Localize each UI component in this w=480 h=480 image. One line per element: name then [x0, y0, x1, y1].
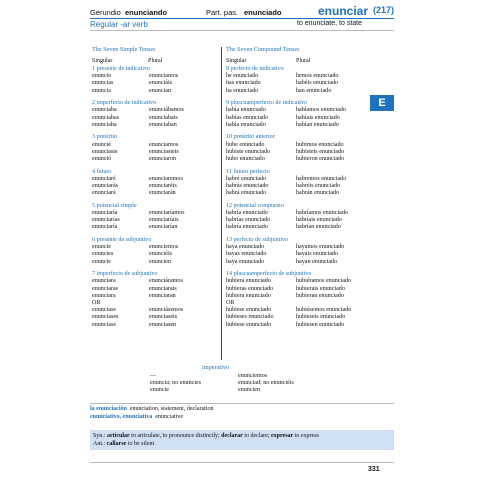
- singular-form: enunciase: [92, 307, 117, 314]
- singular-form: hube enunciado: [226, 141, 265, 148]
- syn-def-2: to declare;: [244, 433, 270, 439]
- imperativo-plural: enuncien: [238, 387, 260, 394]
- singular-form: enuncie: [92, 244, 111, 251]
- conjugation-row: [92, 322, 220, 329]
- plural-form: enunciaremos: [149, 175, 183, 182]
- tense-title: 3 pretérito: [92, 134, 118, 141]
- tense-block: [92, 134, 220, 163]
- ant-label: Ant.:: [93, 441, 106, 447]
- conjugation-row: [226, 88, 376, 95]
- singular-form: hubiera enunciado: [226, 278, 271, 285]
- singular-form: hubiese enunciado: [226, 307, 272, 314]
- plural-form: enunciaríamos: [149, 210, 185, 217]
- tense-title: 6 presente de subjuntivo: [92, 237, 152, 244]
- conjugation-row: [92, 300, 220, 307]
- part-pas-label: Part. pas.: [206, 8, 239, 17]
- plural-form: habíais enunciado: [296, 114, 340, 121]
- conjugation-row: [226, 176, 376, 183]
- singular-form: enunciará: [92, 190, 116, 197]
- plural-form: hubiésemos enunciado: [296, 307, 352, 314]
- tense-title: 11 futuro perfecto: [226, 168, 270, 175]
- conjugation-row: [92, 176, 220, 183]
- plural-form: enunciemos: [149, 244, 179, 251]
- plural-form: enunciaban: [149, 121, 177, 128]
- tense-block: [92, 169, 220, 198]
- header-row: [90, 4, 394, 18]
- singular-form: OR: [226, 300, 235, 307]
- simple-tenses-title: The Seven Simple Tenses: [92, 46, 156, 53]
- singular-form: enuncias: [92, 80, 114, 87]
- plural-form: habéis enunciado: [296, 80, 339, 87]
- plural-form: han enunciado: [296, 87, 332, 94]
- conjugation-row: [92, 115, 220, 122]
- related-term-2: enunciativo, enunciativa: [90, 414, 153, 420]
- plural-form: enunciarían: [149, 224, 178, 231]
- plural-form: hubieran enunciado: [296, 292, 344, 299]
- conjugation-row: [92, 142, 220, 149]
- verb-translation: to enunciate, to state: [297, 20, 362, 27]
- conjugation-row: [226, 251, 376, 258]
- singular-form: enunciara: [92, 278, 116, 285]
- compound-tenses-title: The Seven Compound Tenses: [226, 46, 300, 53]
- conjugation-row: [226, 149, 376, 156]
- plural-form: enunciabais: [149, 114, 178, 121]
- tense-title: 1 presente de indicativo: [92, 66, 151, 72]
- plural-form: enunciasteis: [149, 148, 179, 155]
- gerundio-label: Gerundio: [90, 8, 121, 17]
- syn-word-1: articular: [107, 433, 130, 439]
- singular-form: habría enunciado: [226, 210, 268, 217]
- compound-tenses-column: [226, 66, 376, 334]
- singular-form: enunciaría: [92, 210, 118, 217]
- imperativo-plural: enunciemos: [238, 373, 268, 379]
- plural-form: enunciamos: [149, 73, 179, 80]
- singular-form: enuncia: [92, 87, 111, 94]
- tense-block: [92, 66, 220, 95]
- singular-form: habías enunciado: [226, 114, 269, 121]
- plural-form: habríamos enunciado: [296, 210, 348, 217]
- compound-singular-label: Singular: [226, 58, 247, 64]
- singular-form: enunció: [92, 156, 112, 163]
- singular-form: habrás enunciado: [226, 183, 269, 190]
- tense-title: 13 perfecto de subjuntivo: [226, 237, 289, 244]
- plural-form: hubimos enunciado: [296, 141, 344, 148]
- tense-title: 2 imperfecto de indicativo: [92, 100, 157, 107]
- tense-title: 4 futuro: [92, 168, 112, 175]
- conjugation-row: [226, 244, 376, 251]
- imperativo-singular: —: [150, 373, 157, 379]
- singular-form: hubo enunciado: [226, 156, 265, 163]
- syn-def-3: to express: [294, 433, 319, 439]
- plural-form: enunciaran: [149, 292, 176, 299]
- singular-form: hayas enunciado: [226, 251, 267, 258]
- simple-plural-label: Plural: [148, 58, 163, 64]
- plural-form: habíamos enunciado: [296, 107, 346, 114]
- plural-form: enuncien: [149, 258, 171, 265]
- plural-form: hubisteis enunciado: [296, 148, 345, 155]
- conjugation-row: [226, 115, 376, 122]
- singular-form: ha enunciado: [226, 87, 259, 94]
- tense-title: 10 pretérito anterior: [226, 134, 275, 141]
- conjugation-row: [226, 142, 376, 149]
- imperativo-row: [150, 373, 350, 380]
- synonyms-box: [90, 430, 394, 450]
- tense-block: [92, 100, 220, 129]
- plural-form: enunciaseis: [149, 314, 178, 321]
- conjugation-row: [92, 73, 220, 80]
- singular-form: enunciarás: [92, 183, 119, 190]
- simple-tenses-column: [92, 66, 220, 334]
- plural-form: enunciásemos: [149, 307, 184, 314]
- syn-def-1: to articulate, to pronounce distinctly;: [131, 433, 220, 439]
- plural-form: hubierais enunciado: [296, 285, 345, 292]
- tense-block: [226, 66, 376, 95]
- plural-form: enunciéis: [149, 251, 173, 258]
- ant-def-1: to be silent: [127, 441, 155, 447]
- syn-word-2: declarar: [221, 433, 243, 439]
- plural-form: enuncian: [149, 87, 171, 94]
- conjugation-row: [92, 122, 220, 129]
- singular-form: habría enunciado: [226, 224, 268, 231]
- singular-form: habré enunciado: [226, 175, 267, 182]
- conjugation-row: [92, 307, 220, 314]
- conjugation-row: [226, 314, 376, 321]
- imperativo-row: [150, 387, 350, 394]
- conjugation-row: [226, 259, 376, 266]
- conjugation-row: [92, 286, 220, 293]
- singular-form: habrá enunciado: [226, 190, 267, 197]
- tense-block: [226, 134, 376, 163]
- conjugation-row: [92, 314, 220, 321]
- imperativo-plural: enunciad; no enunciéis: [238, 380, 294, 387]
- simple-singular-label: Singular: [92, 58, 113, 64]
- plural-form: habrán enunciado: [296, 190, 340, 197]
- gerundio-value: enunciando: [125, 8, 168, 17]
- related-def-2: enunciative: [155, 414, 183, 420]
- verb-type: Regular -ar verb: [90, 20, 148, 29]
- conjugation-row: [92, 107, 220, 114]
- tense-title: 5 potencial simple: [92, 202, 137, 209]
- singular-form: enunciabas: [92, 114, 120, 121]
- plural-form: enunciaréis: [149, 183, 177, 190]
- singular-form: había enunciado: [226, 107, 266, 114]
- singular-form: enunciaba: [92, 107, 117, 114]
- conjugation-row: [92, 88, 220, 95]
- plural-form: habían enunciado: [296, 121, 339, 128]
- conjugation-row: [226, 286, 376, 293]
- plural-form: habríais enunciado: [296, 217, 342, 224]
- conjugation-row: [92, 244, 220, 251]
- singular-form: habrías enunciado: [226, 217, 271, 224]
- plural-form: habréis enunciado: [296, 183, 341, 190]
- singular-form: hubieses enunciado: [226, 314, 274, 321]
- compound-plural-label: Plural: [296, 58, 311, 64]
- conjugation-row: [92, 259, 220, 266]
- plural-form: habrían enunciado: [296, 224, 341, 231]
- singular-form: OR: [92, 300, 101, 307]
- tense-block: [226, 203, 376, 232]
- conjugation-row: [226, 107, 376, 114]
- singular-form: enunciases: [92, 314, 119, 321]
- tense-block: [92, 271, 220, 329]
- header-divider: [90, 18, 394, 19]
- tense-block: [92, 203, 220, 232]
- conjugation-row: [226, 217, 376, 224]
- conjugation-row: [226, 300, 376, 307]
- singular-form: enunciaste: [92, 148, 118, 155]
- tense-block: [226, 271, 376, 329]
- singular-form: haya enunciado: [226, 258, 265, 265]
- singular-form: enunciaré: [92, 175, 116, 182]
- conjugation-row: [226, 224, 376, 231]
- plural-form: hubieseis enunciado: [296, 314, 346, 321]
- syn-label: Syn.:: [93, 433, 106, 439]
- tense-block: [92, 237, 220, 266]
- related-def-1: enunciation, statement, declaration: [129, 406, 214, 412]
- plural-form: enunciaron: [149, 156, 177, 163]
- part-pas-value: enunciado: [244, 8, 282, 17]
- imperativo-singular: enuncia; no enuncies: [150, 380, 202, 387]
- conjugation-row: [92, 149, 220, 156]
- conjugation-row: [92, 80, 220, 87]
- tense-block: [226, 100, 376, 129]
- plural-form: enunciábamos: [149, 107, 184, 114]
- singular-form: enuncie: [92, 258, 111, 265]
- verb-title: enunciar: [318, 4, 369, 18]
- singular-form: enuncio: [92, 73, 112, 80]
- conjugation-row: [226, 156, 376, 163]
- conjugation-row: [226, 278, 376, 285]
- plural-form: hayan enunciado: [296, 258, 338, 265]
- subheader-divider: [90, 30, 394, 31]
- syn-word-3: expresar: [270, 433, 294, 439]
- conjugation-row: [226, 73, 376, 80]
- conjugation-row: [92, 278, 220, 285]
- singular-form: enunciarías: [92, 217, 120, 224]
- related-divider: [90, 403, 394, 404]
- singular-form: enunciara: [92, 292, 116, 299]
- singular-form: enuncié: [92, 141, 111, 148]
- conjugation-row: [92, 217, 220, 224]
- conjugation-row: [226, 183, 376, 190]
- conjugation-row: [226, 190, 376, 197]
- singular-form: hubieras enunciado: [226, 285, 274, 292]
- tense-title: 9 pluscuamperfecto de indicativo: [226, 100, 308, 107]
- tense-title: 7 imperfecto de subjuntivo: [92, 271, 158, 278]
- plural-form: enunciasen: [149, 321, 177, 328]
- singular-form: enuncies: [92, 251, 114, 258]
- conjugation-row: [226, 322, 376, 329]
- singular-form: había enunciado: [226, 121, 266, 128]
- plural-form: enunciaríais: [149, 217, 179, 224]
- plural-form: habremos enunciado: [296, 175, 347, 182]
- letter-tab: E: [370, 95, 394, 111]
- tense-title: 14 pluscuamperfecto de subjuntivo: [226, 271, 312, 278]
- singular-form: has enunciado: [226, 80, 261, 87]
- tense-block: [226, 169, 376, 198]
- singular-form: enunciaba: [92, 121, 117, 128]
- singular-form: enunciase: [92, 321, 117, 328]
- conjugation-row: [92, 183, 220, 190]
- singular-form: hubiera enunciado: [226, 292, 271, 299]
- conjugation-row: [226, 80, 376, 87]
- plural-form: hubiesen enunciado: [296, 321, 345, 328]
- conjugation-row: [226, 307, 376, 314]
- footer-divider: [90, 462, 394, 463]
- verb-number: (217): [373, 5, 395, 15]
- related-term-1: la enunciación: [90, 406, 127, 412]
- singular-form: he enunciado: [226, 73, 259, 80]
- plural-form: hubieron enunciado: [296, 156, 345, 163]
- plural-form: enunciáramos: [149, 278, 183, 285]
- conjugation-row: [226, 293, 376, 300]
- conjugation-row: [92, 210, 220, 217]
- conjugation-row: [92, 156, 220, 163]
- imperativo-title: imperativo: [202, 364, 230, 371]
- plural-form: enunciamos: [149, 141, 179, 148]
- singular-form: enunciaras: [92, 285, 119, 292]
- conjugation-row: [92, 190, 220, 197]
- tense-title: 8 perfecto de indicativo: [226, 66, 284, 72]
- plural-form: hayamos enunciado: [296, 244, 345, 251]
- tense-block: [226, 237, 376, 266]
- conjugation-row: [92, 293, 220, 300]
- plural-form: enunciarán: [149, 190, 176, 197]
- plural-form: enunciarais: [149, 285, 177, 292]
- column-divider: [221, 47, 222, 360]
- plural-form: hemos enunciado: [296, 73, 339, 80]
- related-words: [90, 405, 213, 421]
- conjugation-row: [92, 251, 220, 258]
- conjugation-row: [226, 210, 376, 217]
- plural-form: enunciáis: [149, 80, 173, 87]
- imperativo-singular: enuncie: [150, 387, 169, 394]
- singular-form: hubiese enunciado: [226, 321, 272, 328]
- singular-form: enunciaría: [92, 224, 118, 231]
- page-number: 331: [368, 466, 380, 473]
- conjugation-row: [92, 224, 220, 231]
- imperativo-block: [150, 373, 350, 395]
- tense-title: 12 potencial compuesto: [226, 202, 284, 209]
- singular-form: haya enunciado: [226, 244, 265, 251]
- plural-form: hubiéramos enunciado: [296, 278, 351, 285]
- conjugation-row: [226, 122, 376, 129]
- singular-form: hubiste enunciado: [226, 148, 271, 155]
- ant-word-1: callarse: [106, 441, 127, 447]
- imperativo-row: [150, 380, 350, 387]
- plural-form: hayáis enunciado: [296, 251, 339, 258]
